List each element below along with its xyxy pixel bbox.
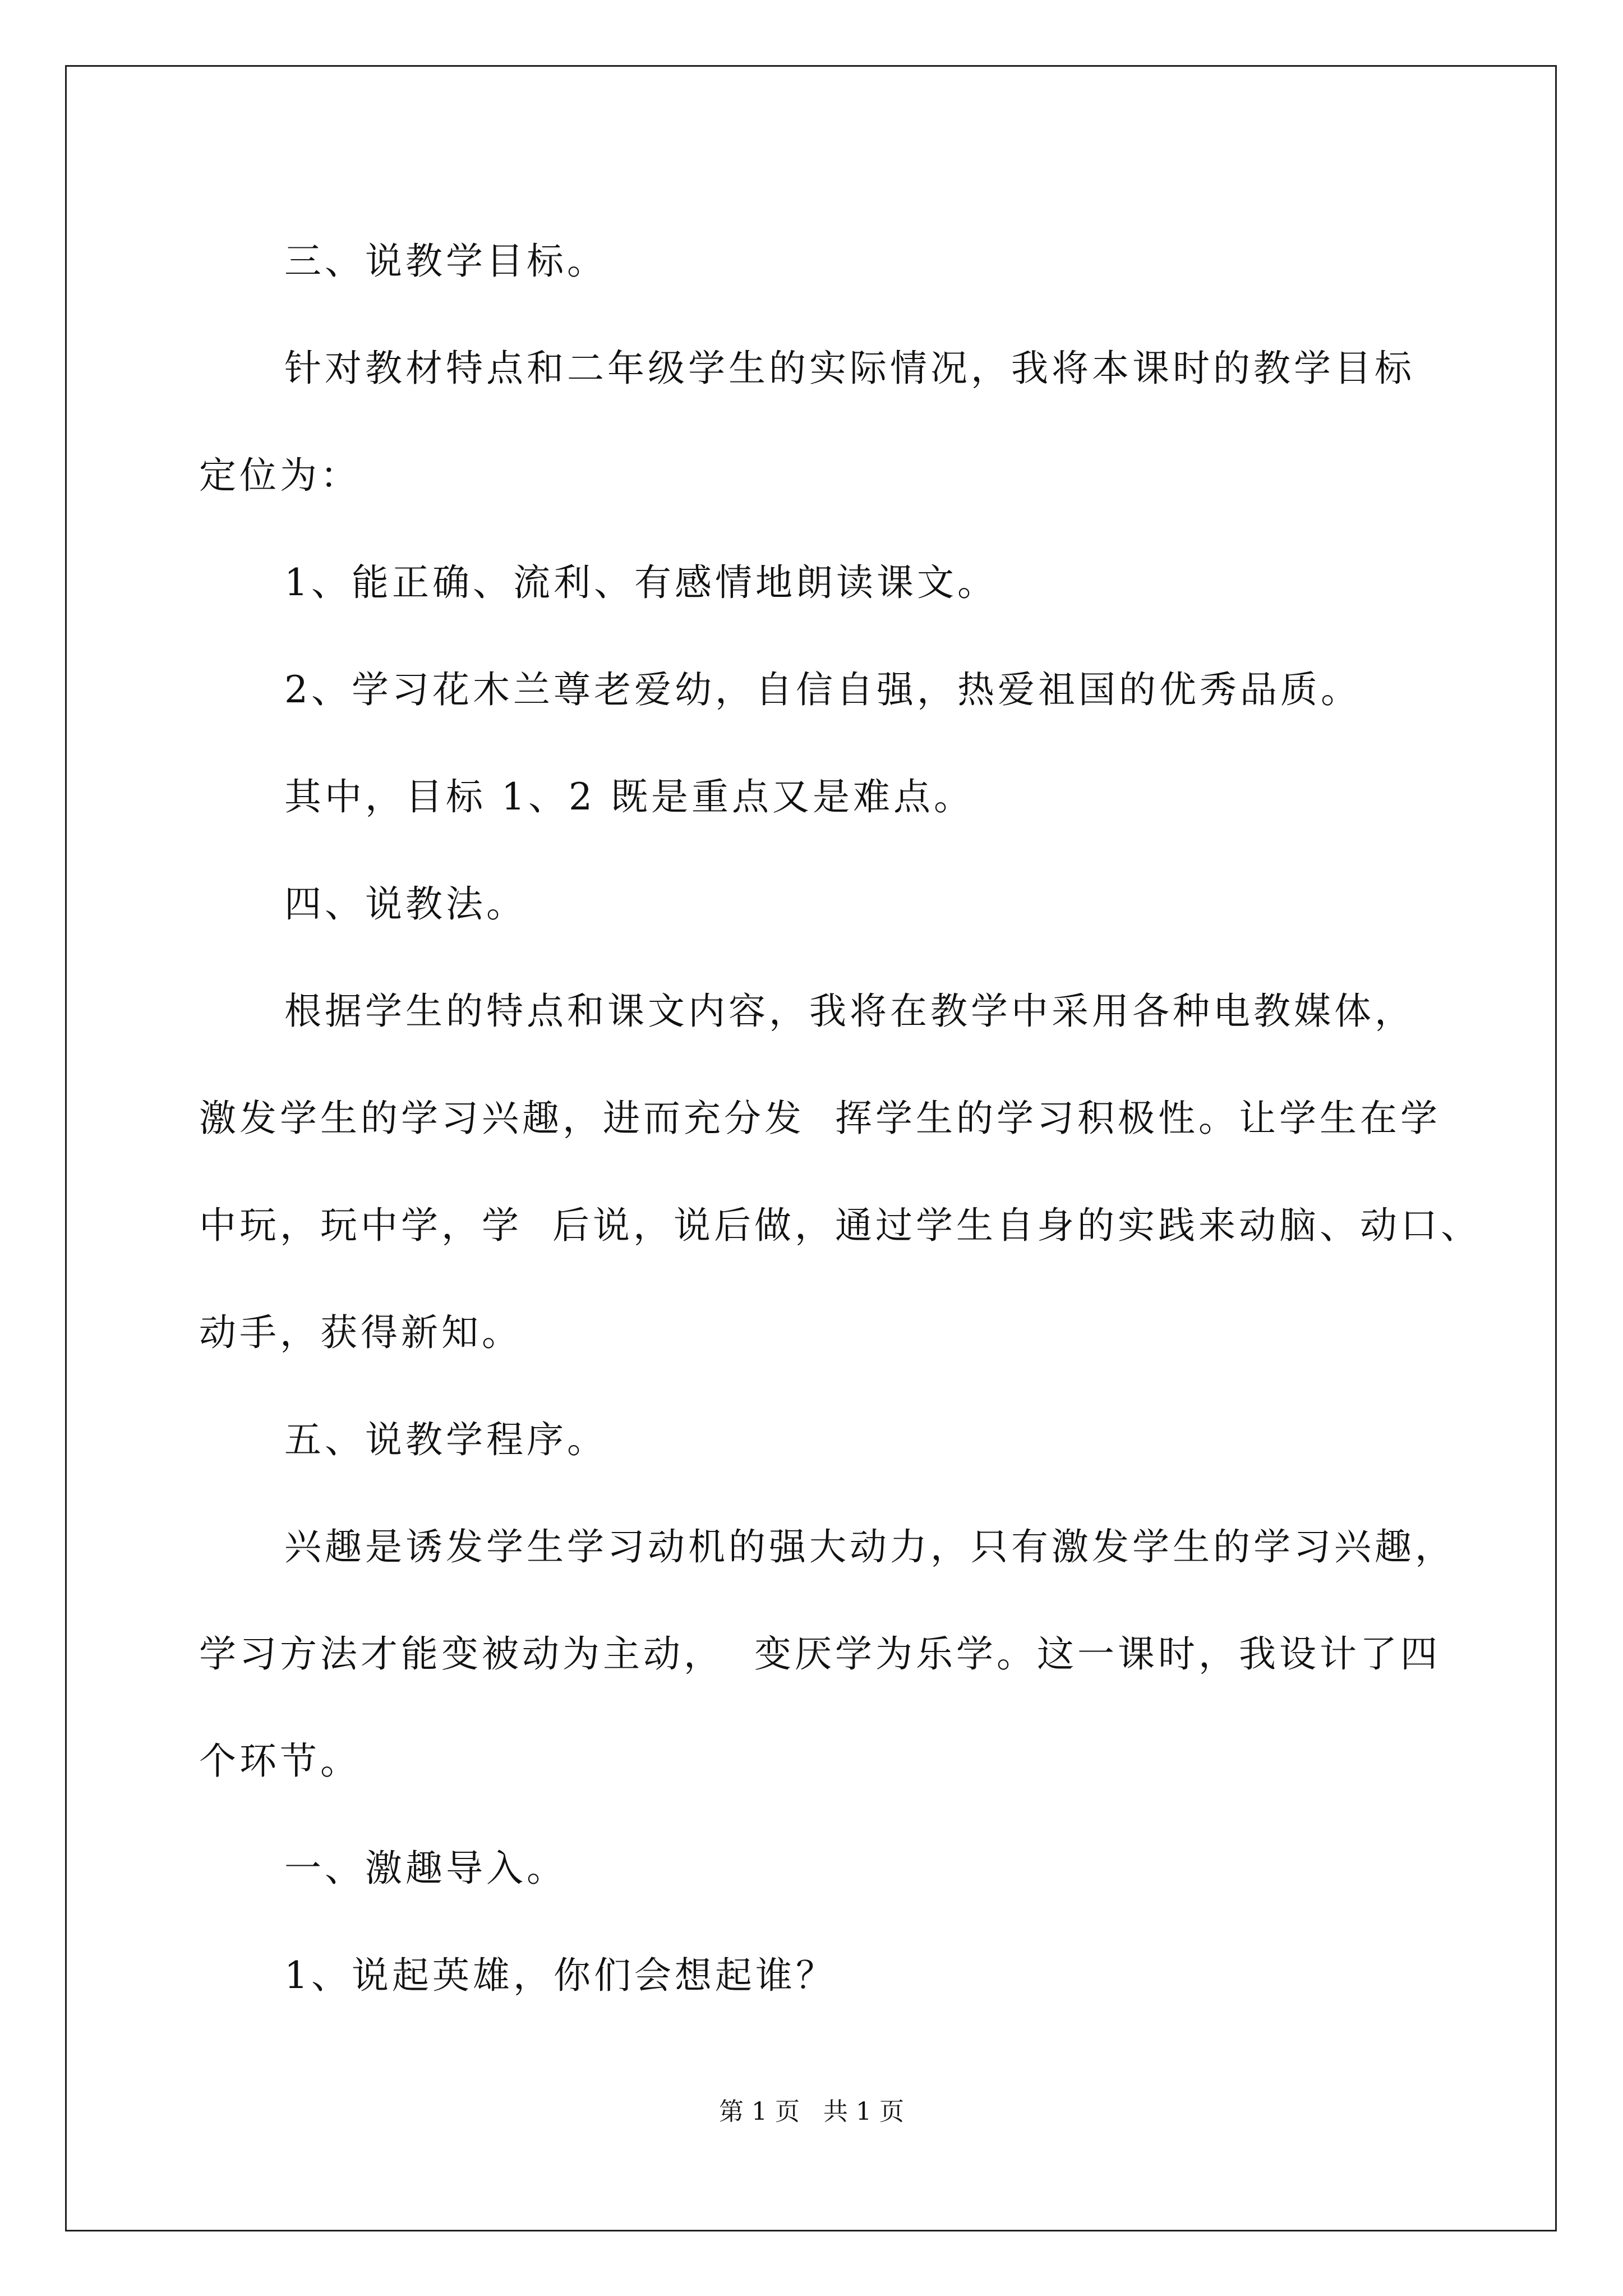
heading-teaching-methods: 四、说教法。 — [284, 882, 527, 926]
paragraph-line: 定位为： — [199, 454, 361, 497]
heading-teaching-procedure: 五、说教学程序。 — [284, 1418, 607, 1461]
paragraph-line: 根据学生的特点和课文内容，我将在教学中采用各种电教媒体， — [284, 990, 1415, 1033]
goal-item-2: 2、学习花木兰尊老爱幼，自信自强，热爱祖国的优秀品质。 — [284, 668, 1361, 711]
question-item-1: 1、说起英雄，你们会想起谁？ — [284, 1954, 836, 1997]
paragraph-line: 中玩，玩中学，学 后说，说后做，通过学生自身的实践来动脑、动口、 — [199, 1204, 1481, 1247]
document-body — [199, 208, 1481, 2029]
paragraph-line: 学习方法才能变被动为主动， 变厌学为乐学。这一课时，我设计了四 — [199, 1632, 1441, 1676]
paragraph-line: 激发学生的学习兴趣，进而充分发 挥学生的学习积极性。让学生在学 — [199, 1097, 1441, 1140]
page-number-footer: 第 1 页 共 1 页 — [719, 2097, 904, 2126]
paragraph-line: 其中，目标 1、2 既是重点又是难点。 — [284, 775, 974, 818]
paragraph-line: 针对教材特点和二年级学生的实际情况，我将本课时的教学目标 — [284, 347, 1415, 390]
heading-introduction: 一、激趣导入。 — [284, 1847, 567, 1890]
heading-teaching-goals: 三、说教学目标。 — [284, 240, 607, 283]
goal-item-1: 1、能正确、流利、有感情地朗读课文。 — [284, 561, 998, 604]
paragraph-line: 动手，获得新知。 — [199, 1311, 522, 1354]
paragraph-line: 个环节。 — [199, 1740, 361, 1783]
paragraph-line: 兴趣是诱发学生学习动机的强大动力，只有激发学生的学习兴趣， — [284, 1525, 1455, 1568]
